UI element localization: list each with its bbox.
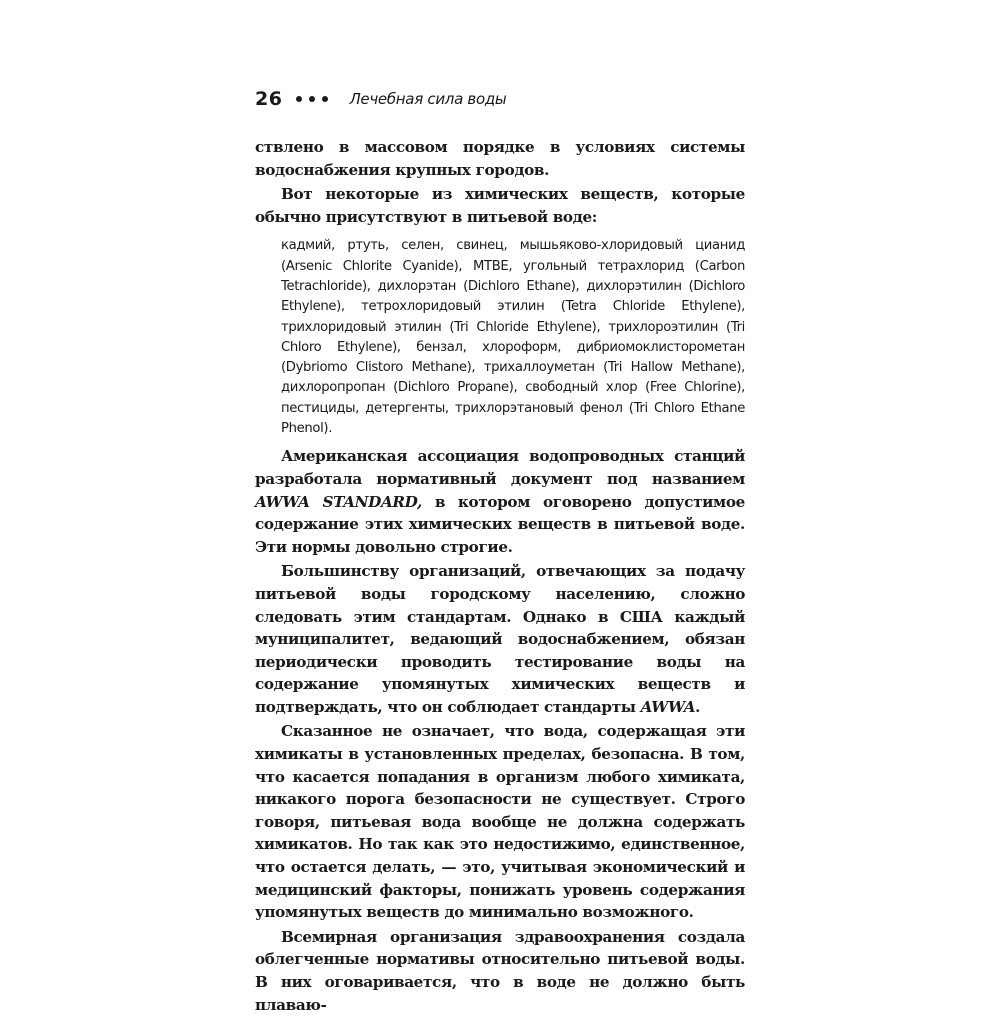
page-number: 26 xyxy=(255,88,283,110)
awwa-term: AWWA xyxy=(640,697,696,716)
page-body xyxy=(255,136,745,1018)
paragraph-safety: Сказанное не означает, что вода, содержащая эти химикаты в установленных пределах, безопасна. В том, что касается попадания в организм любого химиката, никакого порога безопасности не существует. Строго говоря, питьевая вода вообще не должна содержать химикатов. Но так как это недостижимо, единственное, что остается делать, — это, учитывая экономический и медицинский факторы, понижать уровень содержания упомянутых веществ до минимально возможного. xyxy=(255,722,745,922)
dot-icon xyxy=(322,96,328,102)
running-header xyxy=(255,84,506,114)
paragraph-intro-list: Вот некоторые из химических веществ, которые обычно присутствуют в питьевой воде: xyxy=(255,185,745,226)
dot-icon xyxy=(296,96,302,102)
paragraph-continued: ствлено в массовом порядке в условиях системы водоснабжения крупных городов. xyxy=(255,138,745,179)
paragraph-awwa-text-a: Американская ассоциация водопроводных станций разработала нормативный документ под названием xyxy=(255,447,745,488)
dots-ornament-icon xyxy=(296,96,335,102)
chemicals-list: кадмий, ртуть, селен, свинец, мышьяково-хлоридовый цианид (Arsenic Chlorite Cyanide), MTBE, угольный тетрахлорид (Carbon Tetrachloride), дихлорэтан (Dichloro Ethane), дихлорэтилин (Dichloro Ethylene), тетрохлоридовый этилин (Tetra Chloride Ethylene), трихлоридовый этилин (Tri Chloride Ethylene), трихлороэтилин (Tri Chloro Ethylene), бензал, хлороформ, дибриомоклисторометан (Dybriomo Clistoro Methane), трихаллоуметан (Tri Hallow Methane), дихлоропропан (Dichloro Propane), свободный хлор (Free Chlorine), пестициды, детергенты, трихлорэтановый фенол (Tri Chloro Ethane Phenol). xyxy=(281,238,745,437)
paragraph-municipalities-text-b: . xyxy=(695,697,701,716)
paragraph-municipalities-text-a: Большинству организаций, отвечающих за подачу питьевой воды городскому населению, сложно следовать этим стандартам. Однако в США каждый муниципалитет, ведающий водоснабжением, обязан периодически проводить тестирование воды на содержание упомянутых химических веществ и подтверждать, что он соблюдает стандарты xyxy=(255,562,745,716)
paragraph-awwa-text-b: в котором оговорено допустимое содержание этих химических веществ в питьевой воде. Эти нормы довольно строгие. xyxy=(255,492,745,556)
running-title: Лечебная сила воды xyxy=(349,90,507,108)
awwa-standard-term: AWWA STANDARD, xyxy=(255,492,422,511)
paragraph-municipalities xyxy=(255,560,745,718)
dot-icon xyxy=(309,96,315,102)
paragraph-who: Всемирная организация здравоохранения создала облегченные нормативы относительно питьевой воды. В них оговаривается, что в воде не должно быть плаваю- xyxy=(255,927,745,1014)
paragraph-awwa xyxy=(255,445,745,558)
